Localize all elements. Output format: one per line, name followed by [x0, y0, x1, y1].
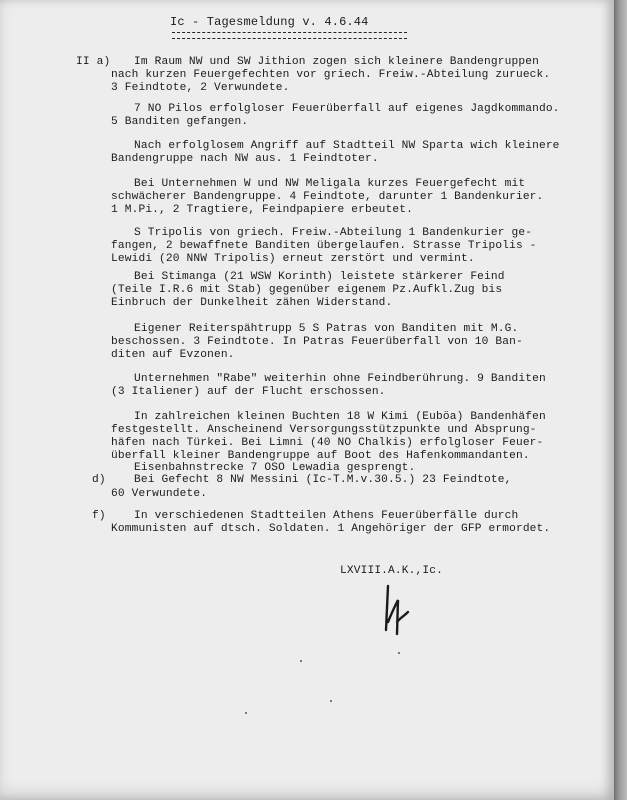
para-3-line-1: Nach erfolglosem Angriff auf Stadtteil NW Sparta wich kleinere	[134, 140, 560, 152]
para-5-line-3: Lewidi (20 NNW Tripolis) erneut zerstört und vermint.	[111, 253, 475, 265]
para-4-line-1: Bei Unternehmen W und NW Meligala kurzes Feuergefecht mit	[134, 178, 526, 190]
scan-speck	[398, 652, 400, 654]
para-6-line-1: Bei Stimanga (21 WSW Korinth) leistete stärkerer Feind	[134, 271, 505, 283]
para-6-line-3: Einbruch der Dunkelheit zähen Widerstand.	[111, 297, 393, 309]
para-5-line-2: fangen, 2 bewaffnete Banditen übergelaufen. Strasse Tripolis -	[111, 240, 537, 252]
para-8-line-2: (3 Italiener) auf der Flucht erschossen.	[111, 386, 386, 398]
scan-speck	[330, 700, 332, 702]
para-9-line-3: häfen nach Türkei. Bei Limni (40 NO Chalkis) erfolgloser Feuer-	[111, 437, 544, 449]
section-label-f: f)	[92, 510, 106, 522]
para-9-line-1: In zahlreichen kleinen Buchten 18 W Kimi (Euböa) Bandenhäfen	[134, 411, 546, 423]
closing-unit: LXVIII.A.K.,Ic.	[340, 565, 443, 577]
scan-speck	[245, 712, 247, 714]
para-7-line-3: diten auf Evzonen.	[111, 349, 235, 361]
para-2-line-2: 5 Banditen gefangen.	[111, 116, 249, 128]
section-label-d: d)	[92, 474, 106, 486]
section-d-line-2: 60 Verwundete.	[111, 488, 208, 500]
para-4-line-3: 1 M.Pi., 2 Tragtiere, Feindpapiere erbeutet.	[111, 204, 413, 216]
para-8-line-1: Unternehmen "Rabe" weiterhin ohne Feindberührung. 9 Banditen	[134, 373, 546, 385]
section-f-line-1: In verschiedenen Stadtteilen Athens Feuerüberfälle durch	[134, 510, 519, 522]
para-7-line-1: Eigener Reiterspähtrupp 5 S Patras von Banditen mit M.G.	[134, 323, 519, 335]
page-edge-shadow	[614, 0, 627, 800]
section-label-a: II a)	[76, 56, 111, 68]
para-9-line-2: festgestellt. Anscheinend Versorgungsstützpunkte und Absprung-	[111, 424, 537, 436]
para-9-line-4: überfall kleiner Bandengruppe auf Boot des Hafenkommandanten.	[111, 450, 530, 462]
para-1-line-1: Im Raum NW und SW Jithion zogen sich kleinere Bandengruppen	[134, 56, 539, 68]
para-1-line-2: nach kurzen Feuergefechten vor griech. Freiw.-Abteilung zurueck.	[111, 69, 551, 81]
para-3-line-2: Bandengruppe nach NW aus. 1 Feindtoter.	[111, 153, 379, 165]
section-d-line-1: Bei Gefecht 8 NW Messini (Ic-T.M.v.30.5.) 23 Feindtote,	[134, 474, 512, 486]
para-4-line-2: schwächerer Bandengruppe. 4 Feindtote, darunter 1 Bandenkurier.	[111, 191, 544, 203]
para-6-line-2: (Teile I.R.6 mit Stab) gegenüber eigenem Pz.Aufkl.Zug bis	[111, 284, 503, 296]
para-7-line-2: beschossen. 3 Feindtote. In Patras Feuerüberfall von 10 Ban-	[111, 336, 523, 348]
document-title: Ic - Tagesmeldung v. 4.6.44	[170, 15, 369, 29]
title-underline-2	[172, 38, 407, 39]
title-underline-1	[172, 32, 407, 33]
para-1-line-3: 3 Feindtote, 2 Verwundete.	[111, 82, 290, 94]
section-f-line-2: Kommunisten auf dtsch. Soldaten. 1 Angehöriger der GFP ermordet.	[111, 523, 551, 535]
para-2-line-1: 7 NO Pilos erfolgloser Feuerüberfall auf eigenes Jagdkommando.	[134, 103, 560, 115]
para-5-line-1: S Tripolis von griech. Freiw.-Abteilung 1 Bandenkurier ge-	[134, 227, 533, 239]
signature	[378, 582, 418, 642]
inserted-line: Eisenbahnstrecke 7 OSO Lewadia gesprengt.	[134, 462, 416, 474]
scan-speck	[300, 660, 302, 662]
